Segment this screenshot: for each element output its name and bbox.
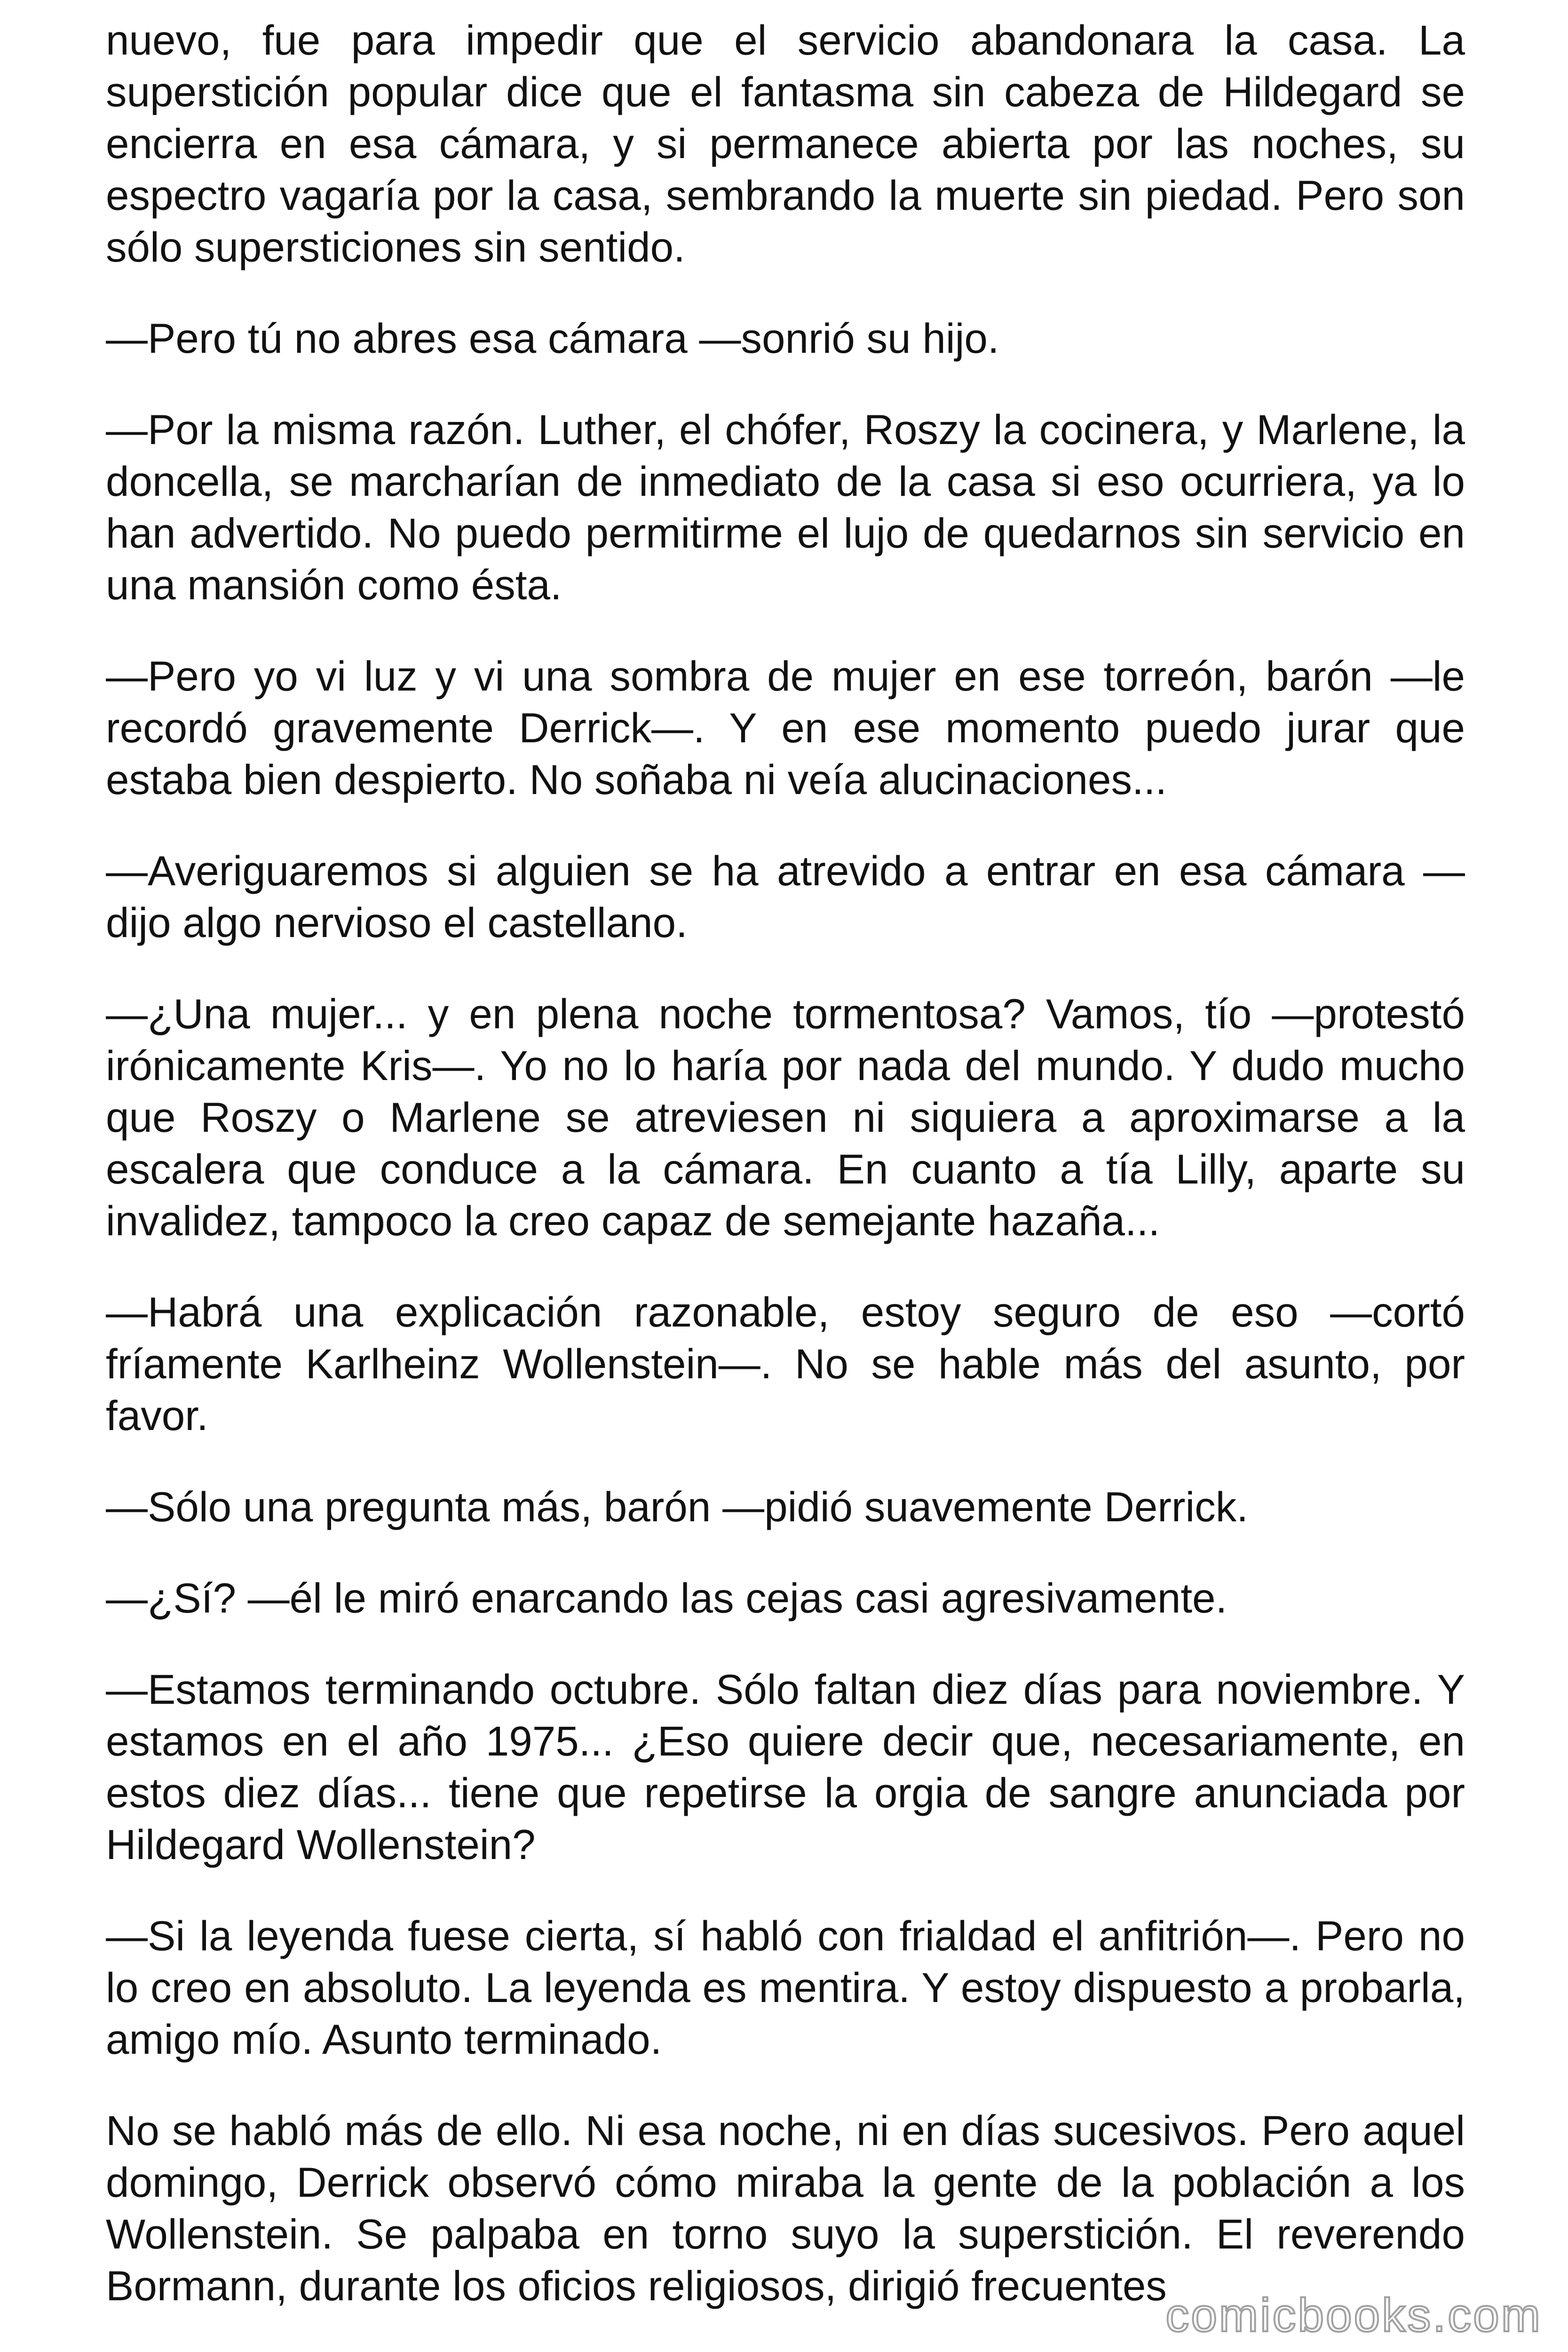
paragraph: —¿Una mujer... y en plena noche tormentosa? Vamos, tío —protestó irónicamente Kris—. Yo no lo haría por nada del mundo. Y dudo mucho que Roszy o Marlene se atreviesen ni siquiera a aproximarse a la escalera que conduce a la cámara. En cuanto a tía Lilly, aparte su invalidez, tampoco la creo capaz de semejante hazaña...: [106, 990, 1465, 1244]
paragraph: —Estamos terminando octubre. Sólo faltan diez días para noviembre. Y estamos en el año 1975... ¿Eso quiere decir que, necesariamente, en estos diez días... tiene que repetirse la orgia de sangre anunciada por Hildegard Wollenstein?: [106, 1666, 1465, 1868]
paragraph: —Pero yo vi luz y vi una sombra de mujer en ese torreón, barón —le recordó gravemente Derrick—. Y en ese momento puedo jurar que estaba bien despierto. No soñaba ni veía alucinaciones...: [106, 652, 1465, 803]
paragraph: —Por la misma razón. Luther, el chófer, Roszy la cocinera, y Marlene, la doncella, se marcharían de inmediato de la casa si eso ocurriera, ya lo han advertido. No puedo permitirme el lujo de quedarnos sin servicio en una mansión como ésta.: [106, 406, 1465, 608]
paragraph: —Habrá una explicación razonable, estoy seguro de eso —cortó fríamente Karlheinz Wollenstein—. No se hable más del asunto, por favor.: [106, 1288, 1465, 1439]
watermark: comicbooks.com: [1165, 2289, 1542, 2342]
paragraph: nuevo, fue para impedir que el servicio abandonara la casa. La superstición popular dice que el fantasma sin cabeza de Hildegard se encierra en esa cámara, y si permanece abierta por las noches, su espectro vagaría por la casa, sembrando la muerte sin piedad. Pero son sólo supersticiones sin sentido.: [106, 16, 1465, 270]
paragraph: No se habló más de ello. Ni esa noche, ni en días sucesivos. Pero aquel domingo, Derrick observó cómo miraba la gente de la población a los Wollenstein. Se palpaba en torno suyo la superstición. El reverendo Bormann, durante los oficios religiosos, dirigió frecuentes: [106, 2107, 1465, 2309]
paragraph: —Averiguaremos si alguien se ha atrevido a entrar en esa cámara — dijo algo nervioso el castellano.: [106, 847, 1465, 946]
paragraph: —Sólo una pregunta más, barón —pidió suavemente Derrick.: [106, 1483, 1248, 1530]
paragraph: —Pero tú no abres esa cámara —sonrió su hijo.: [106, 315, 999, 362]
document-page: [106, 14, 1465, 2312]
paragraph: —Si la leyenda fuese cierta, sí habló con frialdad el anfitrión—. Pero no lo creo en absoluto. La leyenda es mentira. Y estoy dispuesto a probarla, amigo mío. Asunto terminado.: [106, 1912, 1465, 2063]
paragraph: —¿Sí? —él le miró enarcando las cejas casi agresivamente.: [106, 1574, 1227, 1621]
